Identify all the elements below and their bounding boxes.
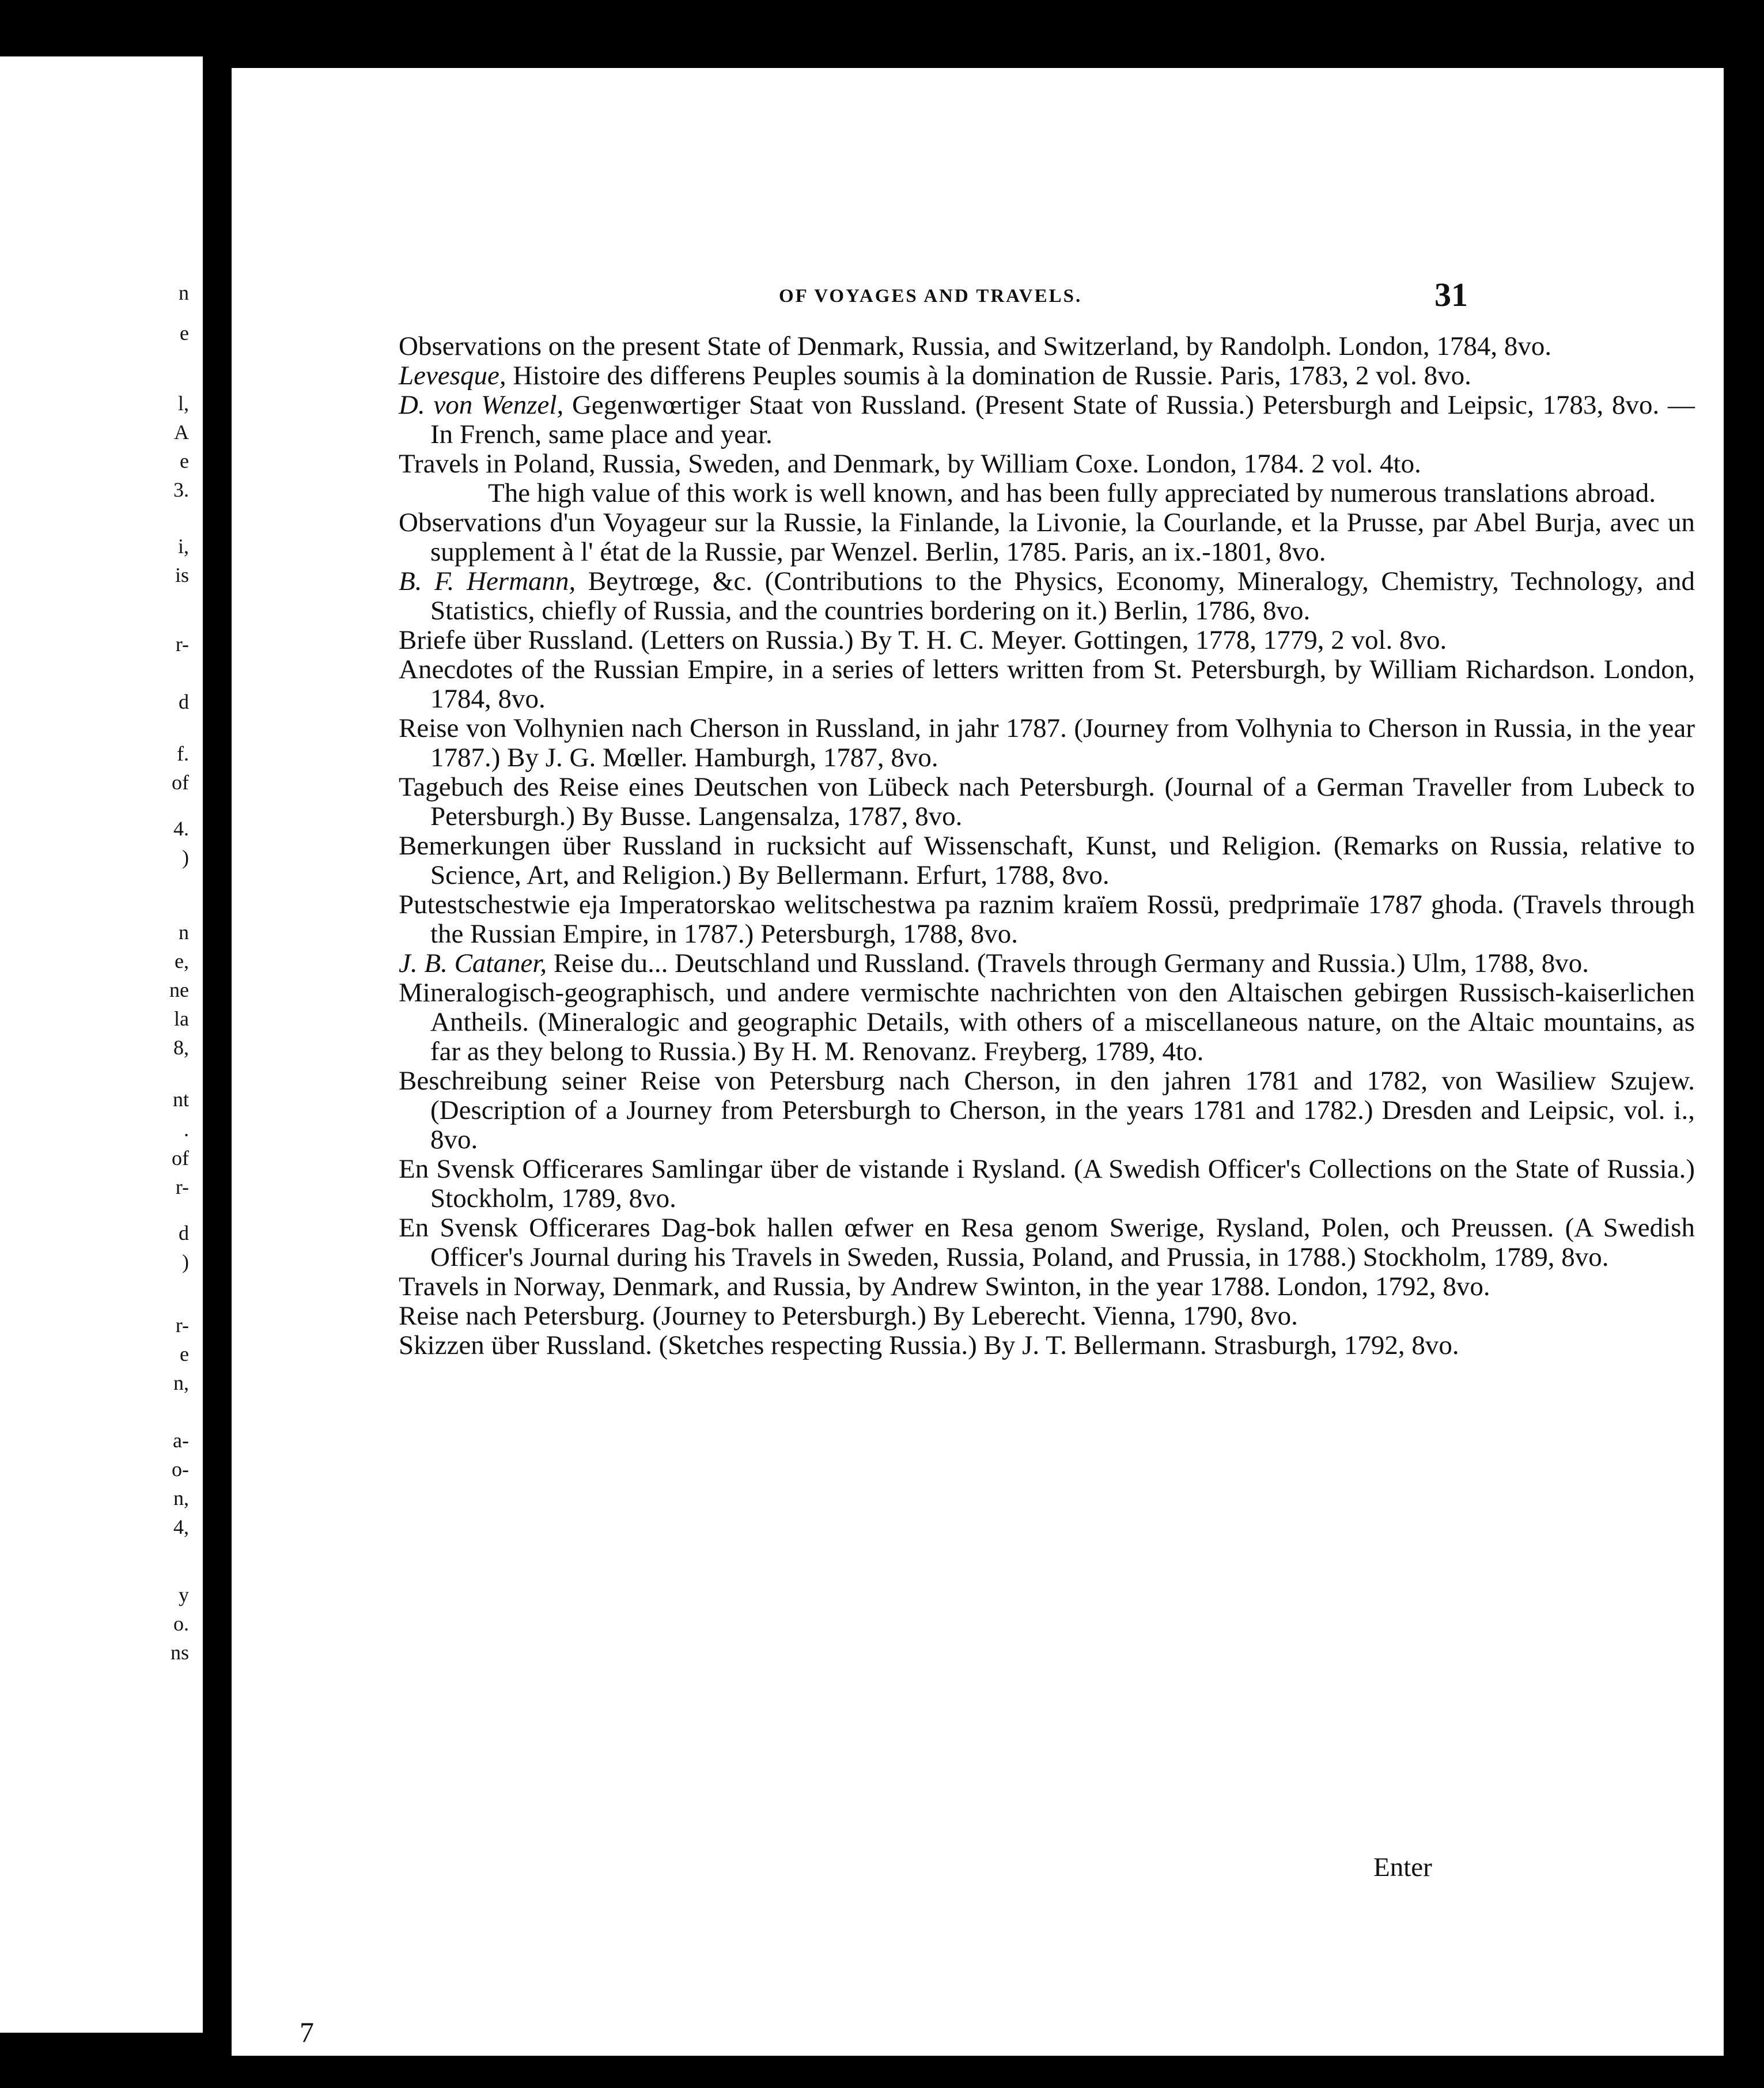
- left-page-fragment: a-: [173, 1429, 189, 1452]
- left-page-fragment: i,: [177, 535, 189, 558]
- entry-author: D. von Wenzel,: [399, 390, 564, 420]
- bibliography-entry: [399, 508, 1695, 567]
- left-page-fragment: is: [175, 563, 189, 587]
- entry-text: Tagebuch des Reise eines Deutschen von Lübeck nach Petersburgh. (Journal of a German Traveller from Lubeck to Petersburgh.) By Busse. Langensalza, 1787, 8vo.: [399, 772, 1695, 831]
- catchword: Enter: [1373, 1852, 1432, 1882]
- bibliography-entry: [399, 361, 1695, 391]
- left-page-fragment: r-: [175, 1314, 189, 1337]
- bibliography-entry: [399, 1213, 1695, 1272]
- entry-text: En Svensk Officerares Samlingar über de vistande i Rysland. (A Swedish Officer's Collections on the State of Russia.) Stockholm, 1789, 8vo.: [399, 1154, 1695, 1213]
- left-page-fragment: ): [182, 846, 189, 869]
- entry-text: Skizzen über Russland. (Sketches respecting Russia.) By J. T. Bellermann. Strasburgh, 1792, 8vo.: [399, 1330, 1459, 1360]
- left-page-fragment: n,: [173, 1486, 189, 1510]
- left-page-fragment: o.: [173, 1612, 189, 1635]
- entry-text: Observations on the present State of Denmark, Russia, and Switzerland, by Randolph. London, 1784, 8vo.: [399, 331, 1552, 361]
- bibliography-entry: [399, 949, 1695, 978]
- entry-text: Observations d'un Voyageur sur la Russie, la Finlande, la Livonie, la Courlande, et la Prusse, par Abel Burja, avec un supplement à l' état de la Russie, par Wenzel. Berlin, 1785. Paris, an ix.-1801, 8vo.: [399, 508, 1695, 567]
- entry-text: En Svensk Officerares Dag-bok hallen œfwer en Resa genom Swerige, Rysland, Polen, och Preussen. (A Swedish Officer's Journal during his Travels in Sweden, Russia, Poland, and Prussia, in 1788.) Stockholm, 1789, 8vo.: [399, 1213, 1695, 1272]
- bibliography-entry: [399, 1155, 1695, 1213]
- running-title: OF VOYAGES AND TRAVELS.: [779, 286, 1082, 307]
- left-page-fragment: 3.: [173, 478, 189, 501]
- left-page-fragment: n: [179, 921, 189, 944]
- entry-text: Briefe über Russland. (Letters on Russia.) By T. H. C. Meyer. Gottingen, 1778, 1779, 2 vol. 8vo.: [399, 625, 1447, 655]
- entry-text: Bemerkungen über Russland in rucksicht auf Wissenschaft, Kunst, und Religion. (Remarks on Russia, relative to Science, Art, and Religion.) By Bellermann. Erfurt, 1788, 8vo.: [399, 831, 1695, 890]
- entry-text: Beytrœge, &c. (Contributions to the Physics, Economy, Mineralogy, Chemistry, Technology, and Statistics, chiefly of Russia, and the countries bordering on it.) Berlin, 1786, 8vo.: [430, 566, 1695, 626]
- left-page-fragment: A: [174, 421, 189, 444]
- entry-text: Travels in Norway, Denmark, and Russia, by Andrew Swinton, in the year 1788. London, 1792, 8vo.: [399, 1272, 1490, 1302]
- bibliography-entry: [399, 1302, 1695, 1331]
- entry-text: Histoire des differens Peuples soumis à la domination de Russie. Paris, 1783, 2 vol. 8vo.: [506, 361, 1471, 391]
- left-page-fragment: r-: [175, 633, 189, 656]
- entry-text: Reise du... Deutschland und Russland. (Travels through Germany and Russia.) Ulm, 1788, 8vo.: [547, 948, 1589, 978]
- book-page: [232, 68, 1724, 2056]
- bibliography-entry: [399, 1331, 1695, 1360]
- left-page-fragment: ne: [169, 978, 189, 1001]
- bibliography-entry: [399, 449, 1695, 479]
- entry-text: Anecdotes of the Russian Empire, in a series of letters written from St. Petersburgh, by William Richardson. London, 1784, 8vo.: [399, 655, 1695, 714]
- bibliography-entry: [399, 978, 1695, 1066]
- entry-text: Gegenwœrtiger Staat von Russland. (Present State of Russia.) Petersburgh and Leipsic, 1783, 8vo. — In French, same place and year.: [430, 390, 1695, 449]
- entry-text: Reise nach Petersburg. (Journey to Petersburgh.) By Leberecht. Vienna, 1790, 8vo.: [399, 1301, 1298, 1331]
- left-page-fragment: f.: [177, 742, 189, 765]
- entry-text: Putestschestwie eja Imperatorskao welitschestwa pa raznim kraïem Rossü, predprimaïe 1787 ghoda. (Travels through the Russian Empire, in 1787.) Petersburgh, 1788, 8vo.: [399, 890, 1695, 949]
- left-page-fragment: o-: [172, 1458, 189, 1481]
- left-page-fragment: n,: [173, 1371, 189, 1394]
- left-page-fragment: of: [172, 771, 189, 794]
- entry-author: B. F. Hermann,: [399, 566, 576, 596]
- bottom-mark: 7: [300, 2016, 314, 2048]
- bibliography-entry: [399, 626, 1695, 655]
- left-page-fragment: e: [180, 449, 189, 472]
- entry-text: Travels in Poland, Russia, Sweden, and Denmark, by William Coxe. London, 1784. 2 vol. 4to.: [399, 449, 1421, 479]
- left-page-fragment: l,: [177, 392, 189, 415]
- entry-author: Levesque,: [399, 361, 506, 391]
- left-page-fragment: of: [172, 1147, 189, 1170]
- bibliography-entry: [399, 567, 1695, 626]
- left-page-fragment: 4,: [173, 1515, 189, 1538]
- left-page-fragment: y: [179, 1583, 189, 1606]
- bibliography-entry: [399, 1272, 1695, 1302]
- bibliography-entry: [399, 332, 1695, 361]
- left-page-fragment: .: [184, 1118, 189, 1141]
- bibliography-entry: [399, 773, 1695, 831]
- left-page-margin: [0, 56, 203, 2033]
- left-page-fragment: ns: [170, 1641, 189, 1664]
- entry-text: Mineralogisch-geographisch, und andere vermischte nachrichten von den Altaischen gebirgen Russisch-kaiserlichen Antheils. (Mineralogic and geographic Details, with others of a miscellaneous nature, on the Altaic mountains, as far as they belong to Russia.) By H. M. Renovanz. Freyberg, 1789, 4to.: [399, 978, 1695, 1066]
- entry-text: Beschreibung seiner Reise von Petersburg nach Cherson, in den jahren 1781 and 1782, von Wasiliew Szujew. (Description of a Journey from Petersburgh to Cherson, in the years 1781 and 1782.) Dresden and Leipsic, vol. i., 8vo.: [399, 1066, 1695, 1155]
- left-page-fragment: 4.: [173, 817, 189, 840]
- bibliography-entry: [399, 655, 1695, 714]
- entry-text: Reise von Volhynien nach Cherson in Russland, in jahr 1787. (Journey from Volhynia to Cherson in Russia, in the year 1787.) By J. G. Mœller. Hamburgh, 1787, 8vo.: [399, 713, 1695, 773]
- page-number: 31: [1434, 276, 1468, 313]
- left-page-fragment: la: [174, 1007, 189, 1030]
- bibliography-entry: [399, 391, 1695, 449]
- left-page-fragment: r-: [175, 1175, 189, 1198]
- bibliography-note: The high value of this work is well known, and has been fully appreciated by numerous translations abroad.: [488, 478, 1656, 508]
- left-page-fragment: d: [179, 1221, 189, 1245]
- bibliography-entry: [399, 831, 1695, 890]
- left-page-fragment: e: [180, 321, 189, 345]
- left-page-fragment: ): [182, 1250, 189, 1273]
- left-page-fragment: d: [179, 690, 189, 713]
- left-page-fragment: e,: [175, 950, 189, 973]
- entry-author: J. B. Cataner,: [399, 948, 547, 978]
- left-page-fragment: e: [180, 1342, 189, 1365]
- left-page-fragment: nt: [172, 1088, 189, 1111]
- bibliography-entry: [399, 1066, 1695, 1155]
- bibliography-entry: [399, 890, 1695, 949]
- left-page-fragment: 8,: [173, 1036, 189, 1059]
- bibliography-entry: [399, 714, 1695, 773]
- left-page-fragment: n: [179, 281, 189, 304]
- bibliography-list: [399, 332, 1695, 1360]
